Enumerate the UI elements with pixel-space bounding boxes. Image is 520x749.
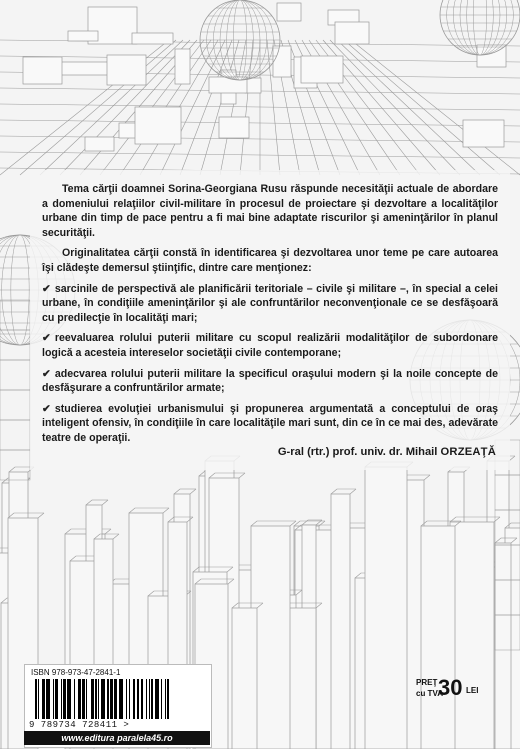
vat-label: cu TVA	[416, 689, 443, 698]
checkmark-icon: ✔	[42, 332, 51, 345]
themes-list	[42, 282, 498, 446]
author-signature	[278, 446, 496, 458]
price-amount: 30	[438, 675, 463, 700]
list-item: ✔ adecvarea rolului puterii militare la specificul oraşului modern şi la noile concepte de desfăşurare a confruntărilor armate;	[42, 367, 498, 395]
isbn-digits: 9 789734 728411 >	[29, 720, 130, 730]
checkmark-icon: ✔	[42, 282, 51, 295]
list-item: ✔ reevaluarea rolului puterii militare cu scopul realizării modalităţilor de subordonare logică a acesteia intereselor societăţii civile contemporane;	[42, 332, 498, 359]
price-tag	[416, 674, 486, 708]
signature-prefix: G-ral (rtr.) prof. univ. dr. Mihail	[277, 446, 441, 458]
price-currency: LEI	[466, 686, 479, 695]
barcode-bars	[31, 679, 205, 719]
checkmark-icon: ✔	[42, 402, 51, 415]
isbn-label: ISBN 978-973-47-2841-1	[31, 668, 121, 677]
checkmark-icon: ✔	[42, 367, 51, 380]
list-item: ✔ studierea evoluţiei urbanismului şi propunerea argumentată a conceptului de oraş inteligent ofensiv, în condiţiile în care localităţile mari sunt, din ce în ce mai des, adevărate teatre de operaţii.	[42, 402, 498, 444]
intro-paragraph: Tema cărţii doamnei Sorina-Georgiana Rusu răspunde necesităţii actuale de abordare a domeniului relaţiilor civil-militare în procesul de proiectare şi dezvoltare a localităţilor urbane din timp de pace pentru a fi mai bine adaptate riscurilor şi ameninţărilor în planul securităţii.	[42, 183, 498, 239]
book-description	[42, 182, 498, 452]
price-label: PREŢ	[416, 678, 438, 687]
publisher-url: www.editura paralela45.ro	[24, 731, 210, 745]
signature-surname: ORZEAŢĂ	[440, 446, 496, 458]
originality-paragraph: Originalitatea cărţii constă în identificarea şi dezvoltarea unor teme pe care autoarea îşi clădeşte demersul ştiinţific, dintre care menţionez:	[42, 247, 498, 274]
list-item: ✔ sarcinile de perspectivă ale planificării teritoriale – civile şi militare –, în special a celei urbane, în condiţiile ameninţărilor şi ale confruntărilor neconvenţionale ce se desfăşoară cu predilecţie în localităţi mari;	[42, 282, 498, 324]
